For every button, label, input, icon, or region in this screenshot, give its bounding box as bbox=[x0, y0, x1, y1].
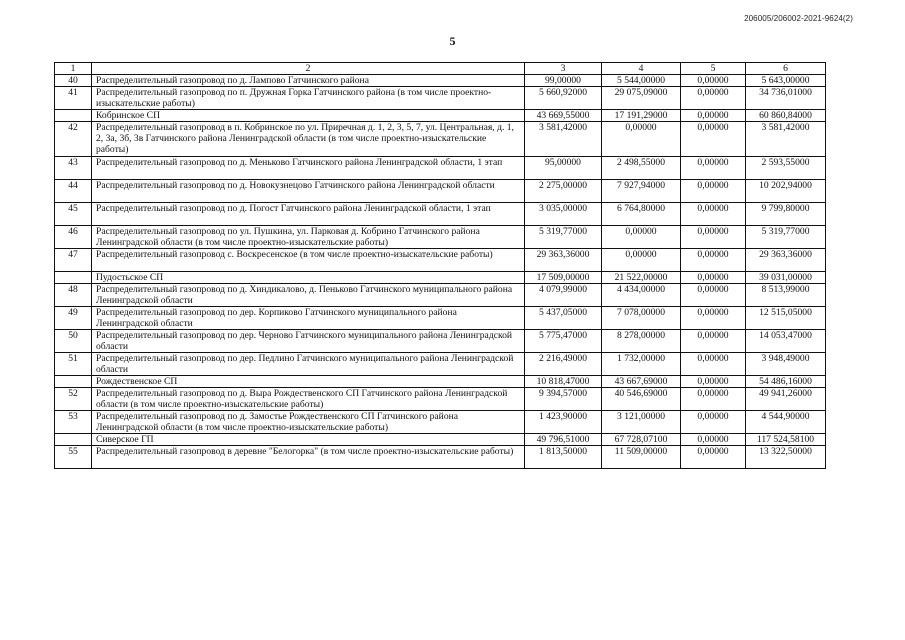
value-col3-cell: 1 813,50000 bbox=[525, 446, 602, 469]
description-cell: Кобринское СП bbox=[92, 110, 525, 122]
value-col5-cell: 0,00000 bbox=[681, 157, 746, 180]
value-col5-cell: 0,00000 bbox=[681, 284, 746, 307]
row-number-cell: 51 bbox=[55, 353, 92, 376]
col-header-5: 5 bbox=[681, 63, 746, 75]
value-col5-cell: 0,00000 bbox=[681, 122, 746, 157]
value-col5-cell: 0,00000 bbox=[681, 75, 746, 87]
value-col5-cell: 0,00000 bbox=[681, 388, 746, 411]
table-row bbox=[55, 353, 826, 376]
value-col4-cell: 1 732,00000 bbox=[602, 353, 681, 376]
row-number-cell bbox=[55, 272, 92, 284]
value-col5-cell: 0,00000 bbox=[681, 411, 746, 434]
value-col4-cell: 4 434,00000 bbox=[602, 284, 681, 307]
value-col3-cell: 5 660,92000 bbox=[525, 87, 602, 110]
row-number-cell bbox=[55, 376, 92, 388]
value-col3-cell: 99,00000 bbox=[525, 75, 602, 87]
row-number-cell: 42 bbox=[55, 122, 92, 157]
description-cell: Распределительный газопровод в п. Кобринское по ул. Приречная д. 1, 2, 3, 5, 7, ул. Центральная, д. 1, 2, 3а, 3б, 3в Гатчинского района Ленинградской области (в том числе проектно-изыскательские работы) bbox=[92, 122, 525, 157]
value-col6-cell: 10 202,94000 bbox=[746, 180, 826, 203]
value-col3-cell: 4 079,99000 bbox=[525, 284, 602, 307]
row-number-cell: 44 bbox=[55, 180, 92, 203]
table-row bbox=[55, 87, 826, 110]
value-col6-cell: 39 031,00000 bbox=[746, 272, 826, 284]
row-number-cell bbox=[55, 434, 92, 446]
value-col3-cell: 3 035,00000 bbox=[525, 203, 602, 226]
description-cell: Распределительный газопровод с. Воскресенское (в том числе проектно-изыскательские работы) bbox=[92, 249, 525, 272]
table-row bbox=[55, 446, 826, 469]
value-col3-cell: 2 275,00000 bbox=[525, 180, 602, 203]
col-header-3: 3 bbox=[525, 63, 602, 75]
table-row bbox=[55, 203, 826, 226]
value-col3-cell: 43 669,55000 bbox=[525, 110, 602, 122]
table-row bbox=[55, 330, 826, 353]
table-header-row bbox=[55, 63, 826, 75]
value-col6-cell: 13 322,50000 bbox=[746, 446, 826, 469]
table-row bbox=[55, 122, 826, 157]
value-col5-cell: 0,00000 bbox=[681, 446, 746, 469]
value-col4-cell: 67 728,07100 bbox=[602, 434, 681, 446]
value-col3-cell: 10 818,47000 bbox=[525, 376, 602, 388]
value-col4-cell: 17 191,29000 bbox=[602, 110, 681, 122]
value-col3-cell: 5 319,77000 bbox=[525, 226, 602, 249]
description-cell: Распределительный газопровод по д. Новокузнецово Гатчинского района Ленинградской области bbox=[92, 180, 525, 203]
value-col5-cell: 0,00000 bbox=[681, 330, 746, 353]
value-col4-cell: 11 509,00000 bbox=[602, 446, 681, 469]
value-col4-cell: 0,00000 bbox=[602, 122, 681, 157]
value-col6-cell: 5 643,00000 bbox=[746, 75, 826, 87]
value-col5-cell: 0,00000 bbox=[681, 434, 746, 446]
description-cell: Сиверское ГП bbox=[92, 434, 525, 446]
row-number-cell: 43 bbox=[55, 157, 92, 180]
value-col6-cell: 3 948,49000 bbox=[746, 353, 826, 376]
table-subtotal-row bbox=[55, 272, 826, 284]
col-header-6: 6 bbox=[746, 63, 826, 75]
col-header-1: 1 bbox=[55, 63, 92, 75]
value-col6-cell: 54 486,16000 bbox=[746, 376, 826, 388]
value-col5-cell: 0,00000 bbox=[681, 376, 746, 388]
row-number-cell: 50 bbox=[55, 330, 92, 353]
value-col6-cell: 4 544,90000 bbox=[746, 411, 826, 434]
value-col4-cell: 21 522,00000 bbox=[602, 272, 681, 284]
value-col4-cell: 43 667,69000 bbox=[602, 376, 681, 388]
value-col4-cell: 0,00000 bbox=[602, 249, 681, 272]
description-cell: Распределительный газопровод по д. Замостье Рождественского СП Гатчинского района Ленинградской области (в том числе проектно-изыскательские работы) bbox=[92, 411, 525, 434]
value-col3-cell: 5 775,47000 bbox=[525, 330, 602, 353]
value-col4-cell: 3 121,00000 bbox=[602, 411, 681, 434]
description-cell: Распределительный газопровод в деревне "Белогорка" (в том числе проектно-изыскательские работы) bbox=[92, 446, 525, 469]
description-cell: Распределительный газопровод по д. Меньково Гатчинского района Ленинградской области, 1 этап bbox=[92, 157, 525, 180]
value-col6-cell: 117 524,58100 bbox=[746, 434, 826, 446]
page-number: 5 bbox=[449, 34, 456, 48]
row-number-cell: 40 bbox=[55, 75, 92, 87]
value-col5-cell: 0,00000 bbox=[681, 110, 746, 122]
row-number-cell: 49 bbox=[55, 307, 92, 330]
row-number-cell: 46 bbox=[55, 226, 92, 249]
table-row bbox=[55, 388, 826, 411]
row-number-cell: 52 bbox=[55, 388, 92, 411]
value-col3-cell: 49 796,51000 bbox=[525, 434, 602, 446]
value-col6-cell: 2 593,55000 bbox=[746, 157, 826, 180]
value-col3-cell: 3 581,42000 bbox=[525, 122, 602, 157]
value-col5-cell: 0,00000 bbox=[681, 307, 746, 330]
value-col3-cell: 95,00000 bbox=[525, 157, 602, 180]
document-code: 206005/206002-2021-9624(2) bbox=[744, 14, 853, 23]
value-col5-cell: 0,00000 bbox=[681, 249, 746, 272]
row-number-cell bbox=[55, 110, 92, 122]
description-cell: Распределительный газопровод по д. Выра Рождественского СП Гатчинского района Ленинградской области (в том числе проектно-изыскательские работы) bbox=[92, 388, 525, 411]
row-number-cell: 47 bbox=[55, 249, 92, 272]
table-row bbox=[55, 226, 826, 249]
table-row bbox=[55, 75, 826, 87]
value-col4-cell: 7 078,00000 bbox=[602, 307, 681, 330]
description-cell: Распределительный газопровод по п. Дружная Горка Гатчинского района (в том числе проектно-изыскательские работы) bbox=[92, 87, 525, 110]
value-col5-cell: 0,00000 bbox=[681, 226, 746, 249]
description-cell: Пудостьское СП bbox=[92, 272, 525, 284]
row-number-cell: 45 bbox=[55, 203, 92, 226]
value-col6-cell: 9 799,80000 bbox=[746, 203, 826, 226]
value-col5-cell: 0,00000 bbox=[681, 353, 746, 376]
col-header-2: 2 bbox=[92, 63, 525, 75]
value-col3-cell: 29 363,36000 bbox=[525, 249, 602, 272]
value-col6-cell: 29 363,36000 bbox=[746, 249, 826, 272]
col-header-4: 4 bbox=[602, 63, 681, 75]
value-col3-cell: 2 216,49000 bbox=[525, 353, 602, 376]
row-number-cell: 53 bbox=[55, 411, 92, 434]
value-col3-cell: 1 423,90000 bbox=[525, 411, 602, 434]
table-row bbox=[55, 307, 826, 330]
description-cell: Распределительный газопровод по дер. Корпиково Гатчинского муниципального района Ленинградской области bbox=[92, 307, 525, 330]
description-cell: Распределительный газопровод по дер. Черново Гатчинского муниципального района Ленинградской области bbox=[92, 330, 525, 353]
description-cell: Распределительный газопровод по ул. Пушкина, ул. Парковая д. Кобрино Гатчинского района Ленинградской области (в том числе проектно-изыскательские работы) bbox=[92, 226, 525, 249]
value-col5-cell: 0,00000 bbox=[681, 203, 746, 226]
row-number-cell: 48 bbox=[55, 284, 92, 307]
table-row bbox=[55, 157, 826, 180]
value-col4-cell: 0,00000 bbox=[602, 226, 681, 249]
value-col6-cell: 34 736,01000 bbox=[746, 87, 826, 110]
value-col5-cell: 0,00000 bbox=[681, 87, 746, 110]
data-table bbox=[54, 62, 826, 469]
row-number-cell: 55 bbox=[55, 446, 92, 469]
value-col4-cell: 6 764,80000 bbox=[602, 203, 681, 226]
value-col4-cell: 2 498,55000 bbox=[602, 157, 681, 180]
table-row bbox=[55, 284, 826, 307]
table-row bbox=[55, 249, 826, 272]
value-col4-cell: 5 544,00000 bbox=[602, 75, 681, 87]
value-col5-cell: 0,00000 bbox=[681, 180, 746, 203]
value-col6-cell: 8 513,99000 bbox=[746, 284, 826, 307]
value-col6-cell: 12 515,05000 bbox=[746, 307, 826, 330]
value-col3-cell: 5 437,05000 bbox=[525, 307, 602, 330]
row-number-cell: 41 bbox=[55, 87, 92, 110]
description-cell: Распределительный газопровод по д. Лампово Гатчинского района bbox=[92, 75, 525, 87]
value-col6-cell: 5 319,77000 bbox=[746, 226, 826, 249]
value-col4-cell: 29 075,09000 bbox=[602, 87, 681, 110]
value-col6-cell: 60 860,84000 bbox=[746, 110, 826, 122]
table-subtotal-row bbox=[55, 110, 826, 122]
value-col3-cell: 17 509,00000 bbox=[525, 272, 602, 284]
value-col5-cell: 0,00000 bbox=[681, 272, 746, 284]
table-subtotal-row bbox=[55, 376, 826, 388]
table-subtotal-row bbox=[55, 434, 826, 446]
value-col4-cell: 7 927,94000 bbox=[602, 180, 681, 203]
value-col3-cell: 9 394,57000 bbox=[525, 388, 602, 411]
value-col6-cell: 49 941,26000 bbox=[746, 388, 826, 411]
table-row bbox=[55, 180, 826, 203]
description-cell: Распределительный газопровод по д. Хиндикалово, д. Пеньково Гатчинского муниципального района Ленинградской области bbox=[92, 284, 525, 307]
value-col6-cell: 3 581,42000 bbox=[746, 122, 826, 157]
description-cell: Рождественское СП bbox=[92, 376, 525, 388]
value-col6-cell: 14 053,47000 bbox=[746, 330, 826, 353]
value-col4-cell: 40 546,69000 bbox=[602, 388, 681, 411]
table-row bbox=[55, 411, 826, 434]
description-cell: Распределительный газопровод по дер. Педлино Гатчинского муниципального района Ленинградской области bbox=[92, 353, 525, 376]
value-col4-cell: 8 278,00000 bbox=[602, 330, 681, 353]
description-cell: Распределительный газопровод по д. Погост Гатчинского района Ленинградской области, 1 этап bbox=[92, 203, 525, 226]
